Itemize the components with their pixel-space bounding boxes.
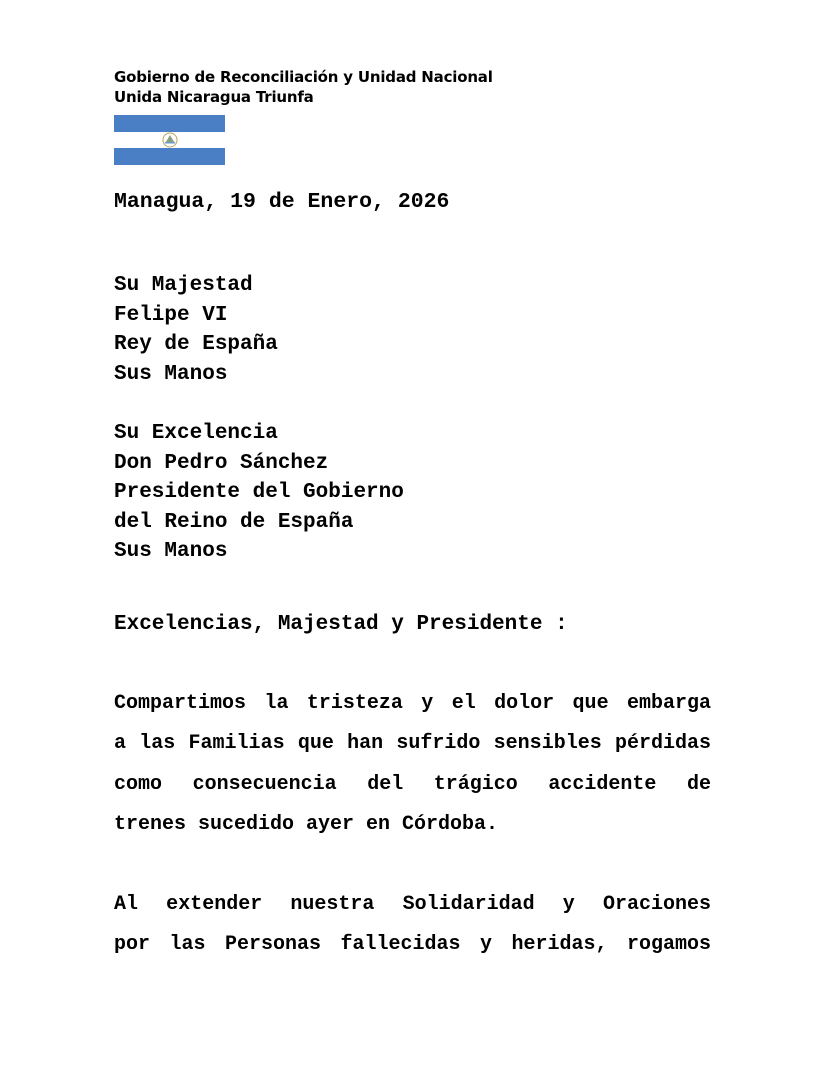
salutation: Excelencias, Majestad y Presidente : [114, 613, 568, 636]
body-line: por las Personas fallecidas y heridas, rogamos [114, 933, 711, 957]
recipient-king [114, 271, 278, 389]
flag-bottom-stripe [114, 148, 225, 165]
letterhead-slogan: Unida Nicaragua Triunfa [114, 88, 314, 106]
body-line: Al extender nuestra Solidaridad y Oraciones [114, 893, 711, 916]
recipient-king-line: Sus Manos [114, 362, 228, 386]
recipient-president-line: Presidente del Gobierno [114, 481, 404, 505]
letterhead-government-name: Gobierno de Reconciliación y Unidad Nacional [114, 68, 493, 86]
body-paragraph-solidarity [114, 885, 714, 966]
recipient-president-line: Don Pedro Sánchez [114, 451, 329, 475]
letter-date: Managua, 19 de Enero, 2026 [114, 190, 450, 214]
recipient-president-line: Sus Manos [114, 540, 228, 564]
letterhead [114, 67, 493, 107]
body-line: trenes sucedido ayer en Córdoba. [114, 812, 499, 836]
recipient-president-line: del Reino de España [114, 510, 354, 534]
recipient-king-line: Su Majestad [114, 274, 253, 297]
flag-top-stripe [114, 115, 225, 132]
recipient-king-line: Felipe VI [114, 303, 228, 327]
body-line: como consecuencia del trágico accidente de [114, 772, 711, 796]
body-paragraph-condolences [114, 684, 714, 845]
body-line: a las Familias que han sufrido sensibles pérdidas [114, 732, 711, 756]
recipient-king-line: Rey de España [114, 333, 278, 357]
nicaragua-flag-icon [114, 115, 225, 165]
recipient-president-line: Su Excelencia [114, 422, 278, 445]
recipient-president [114, 419, 404, 567]
body-line: Compartimos la tristeza y el dolor que embarga [114, 692, 711, 715]
